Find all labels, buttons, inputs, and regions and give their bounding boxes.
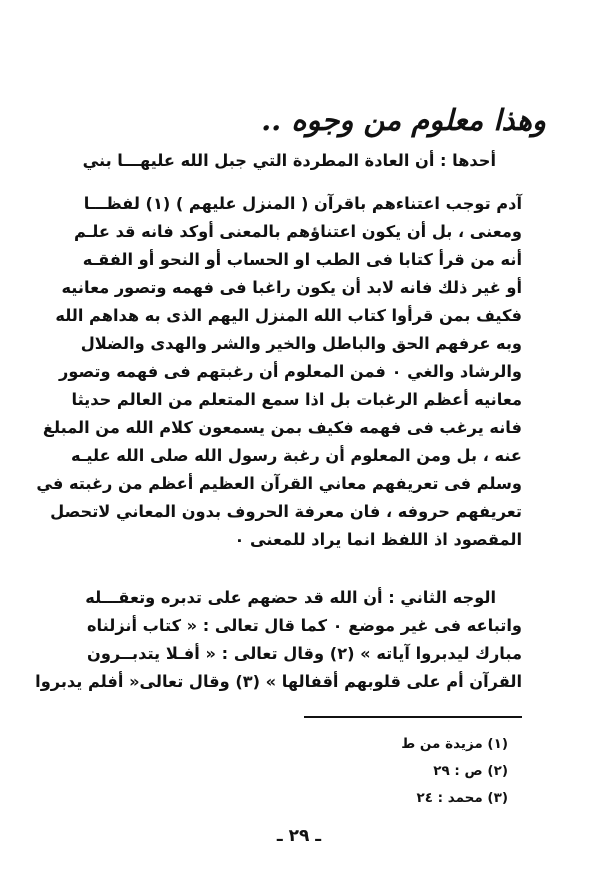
text-line: آدم توجب اعتناءهم باقرآن ( المنزل عليهم ) (١) لفظـــا xyxy=(83,194,522,213)
text-line: ومعنى ، بل أن يكون اعتناؤهم بالمعنى أوكد فانه قد علـم xyxy=(74,222,522,241)
text-line: والرشاد والغي ٠ فمن المعلوم أن رغبتهم فى فهمه وتصور xyxy=(59,362,522,381)
footnote: (١) مزيدة من ط xyxy=(401,736,508,752)
footnotes xyxy=(308,731,508,812)
paragraph-2 xyxy=(35,584,523,696)
text-line: وسلم فى تعريفهم معاني القرآن العظيم أعظم من رغبته في xyxy=(36,474,522,493)
text-line: معانيه أعظم الرغبات بل اذا سمع المتعلم من العالم حديثا xyxy=(71,390,522,409)
footnote: (٢) ص : ٢٩ xyxy=(433,763,508,779)
text-line: أنه من قرأ كتابا فى الطب او الحساب أو النحو أو الفقـه xyxy=(82,250,522,269)
text-line: واتباعه فى غير موضع ٠ كما قال تعالى : « كتاب أنزلناه xyxy=(87,616,522,635)
text-line: مبارك ليدبروا آياته » (٢) وقال تعالى : « أفـلا يتدبــرون xyxy=(87,644,523,663)
footnote-divider xyxy=(304,716,522,718)
page-number: ـ ٢٩ ـ xyxy=(276,826,322,846)
text-line: فكيف بمن قرأوا كتاب الله المنزل اليهم الذى به هداهم الله xyxy=(55,306,522,325)
text-line: فانه يرغب فى فهمه فكيف بمن يسمعون كلام الله من المبلغ xyxy=(42,418,522,437)
text-line: وبه عرفهم الحق والباطل والخير والشر والهدى والضلال xyxy=(80,334,522,353)
text-line: أو غير ذلك فانه لابد أن يكون راغبا فى فهمه وتصور معانيه xyxy=(61,278,522,297)
section-heading: وهذا معلوم من وجوه .. xyxy=(261,103,546,137)
text-line: المقصود اذ اللفظ انما يراد للمعنى ٠ xyxy=(234,530,522,549)
text-line: أحدها : أن العادة المطردة التي جبل الله عليهـــا بني xyxy=(82,151,496,170)
text-line: الوجه الثاني : أن الله قد حضهم على تدبره وتعقـــله xyxy=(85,588,496,607)
text-line: القرآن أم على قلوبهم أقفالها » (٣) وقال تعالى« أفلم يدبروا xyxy=(35,672,522,691)
text-line: عنه ، بل ومن المعلوم أن رغبة رسول الله صلى الله عليـه xyxy=(71,446,522,465)
footnote: (٣) محمد : ٢٤ xyxy=(416,790,508,806)
text-line: تعريفهم حروفه ، فان معرفة الحروف بدون المعاني لاتحصل xyxy=(50,502,522,521)
paragraph-1 xyxy=(36,147,522,554)
